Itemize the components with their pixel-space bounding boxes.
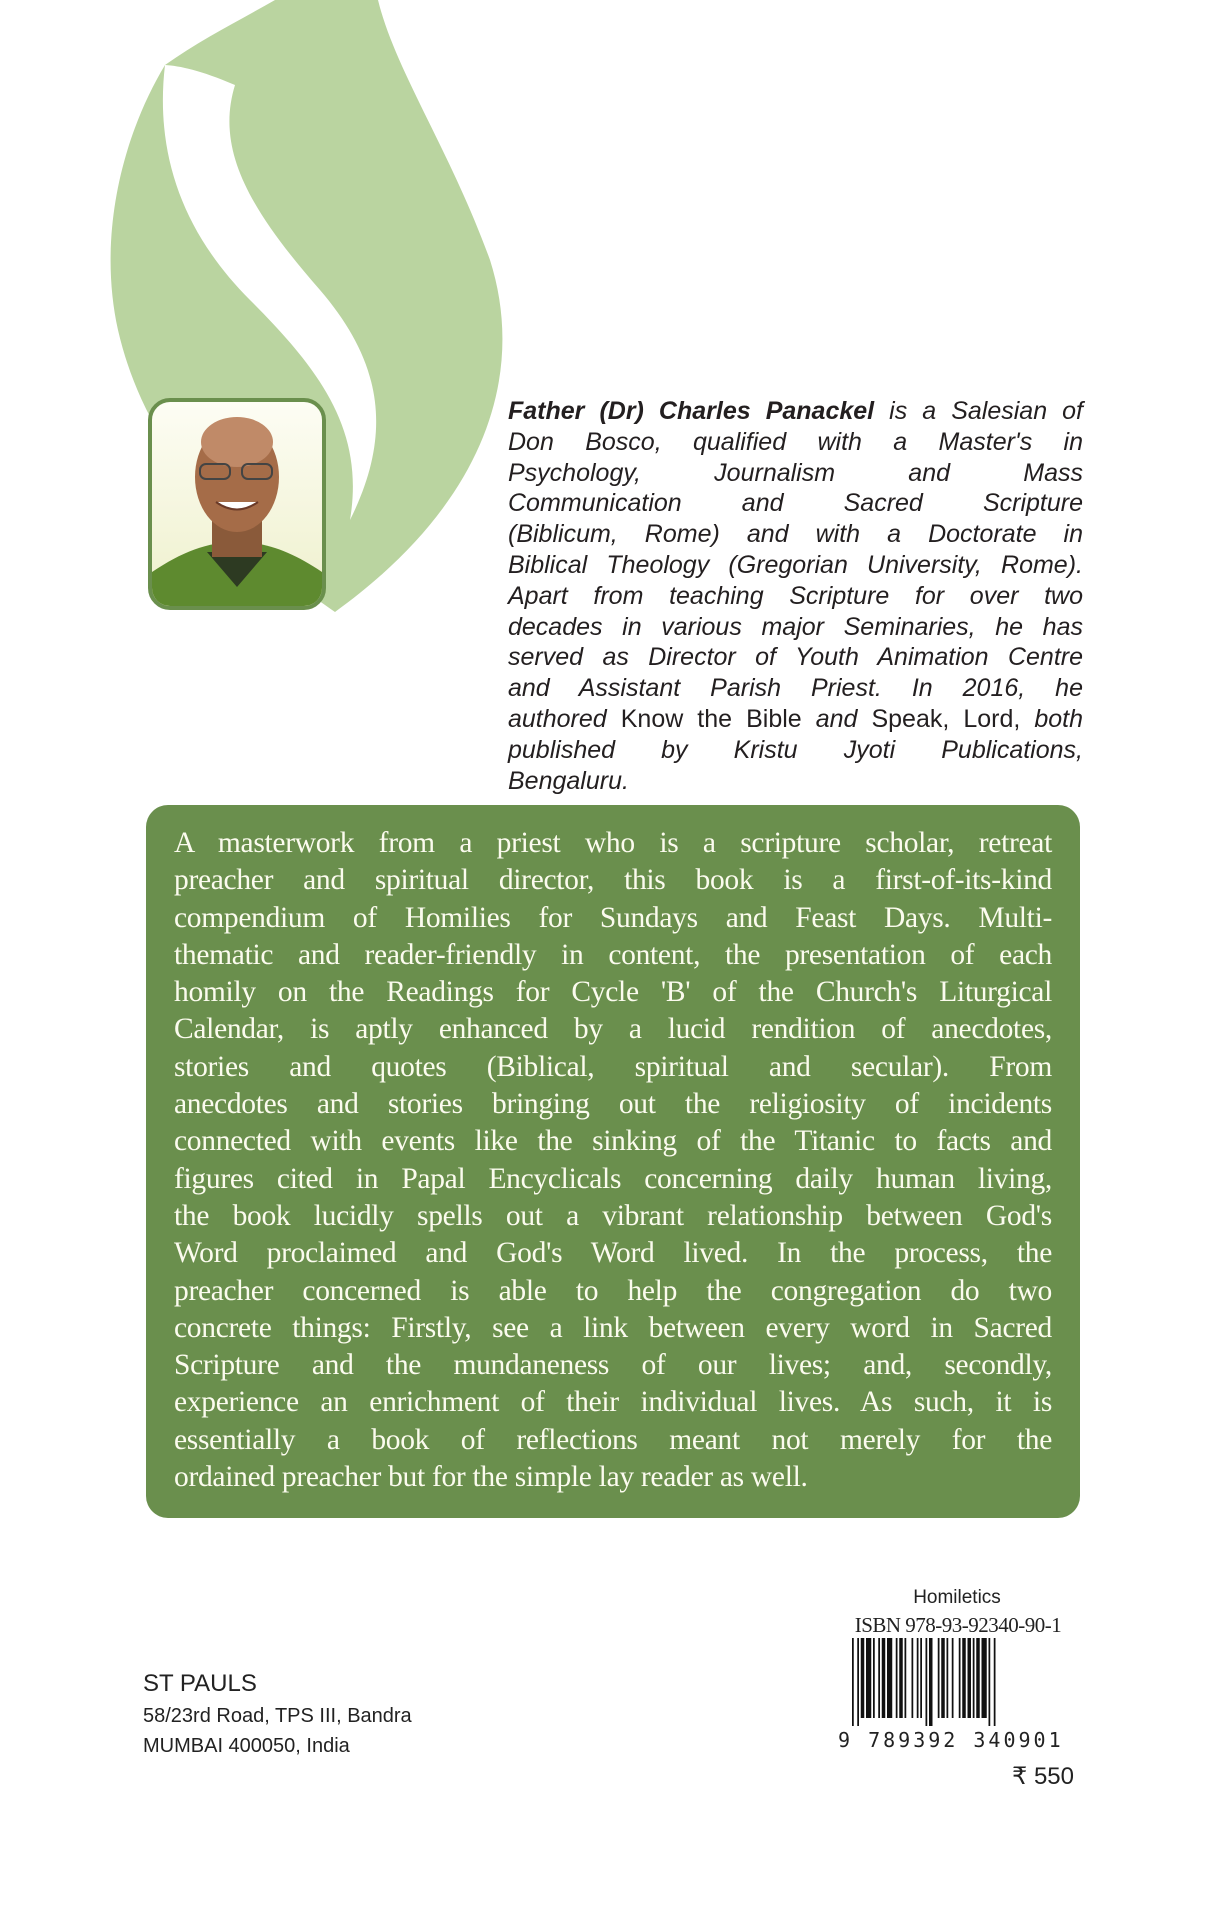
- description-line: figures cited in Papal Encyclicals concerning daily human living,: [174, 1162, 1052, 1195]
- bio-line: [508, 704, 1083, 735]
- description-line: homily on the Readings for Cycle 'B' of the Church's Liturgical: [174, 976, 1052, 1009]
- barcode-bar: [941, 1638, 945, 1718]
- bio-line: [508, 766, 1083, 797]
- isbn-label: ISBN 978-93-92340-90-1: [854, 1613, 1062, 1637]
- bio-text: Bengaluru.: [508, 766, 629, 795]
- bio-text: served as Director of Youth Animation Centre: [508, 643, 1083, 672]
- description-line: essentially a book of reflections meant not merely for the: [174, 1423, 1052, 1456]
- barcode-bar: [968, 1638, 972, 1718]
- bio-line: [508, 458, 1083, 489]
- description-line: Word proclaimed and God's Word lived. In the process, the: [174, 1237, 1052, 1270]
- publisher-name: ST PAULS: [143, 1670, 257, 1697]
- barcode: [852, 1638, 1074, 1728]
- bio-line: [508, 519, 1083, 550]
- barcode-bar: [912, 1638, 914, 1718]
- barcode-bar: [989, 1638, 991, 1726]
- barcode-bar: [852, 1638, 854, 1726]
- bio-line: [508, 550, 1083, 581]
- bio-text: decades in various major Seminaries, he has: [508, 612, 1083, 641]
- bio-text: published by Kristu Jyoti Publications,: [508, 735, 1083, 764]
- barcode-bar: [878, 1638, 880, 1718]
- genre-label: Homiletics: [913, 1587, 1001, 1608]
- barcode-bar: [920, 1638, 922, 1718]
- description-line: connected with events like the sinking of the Titanic to facts and: [174, 1125, 1052, 1158]
- author-name: Father (Dr) Charles Panackel: [508, 397, 875, 425]
- barcode-bar: [938, 1638, 940, 1718]
- bio-text: (Biblicum, Rome) and with a Doctorate in: [508, 520, 1083, 549]
- description-line: concrete things: Firstly, see a link between every word in Sacred: [174, 1311, 1052, 1344]
- description-line: ordained preacher but for the simple lay reader as well.: [174, 1461, 808, 1494]
- barcode-bar: [866, 1638, 871, 1718]
- description-line: compendium of Homilies for Sundays and Feast Days. Multi-: [174, 901, 1052, 934]
- description-line: stories and quotes (Biblical, spiritual and secular). From: [174, 1050, 1052, 1083]
- description-line: A masterwork from a priest who is a scripture scholar, retreat: [174, 827, 1052, 859]
- bio-text: Apart from teaching Scripture for over two: [508, 581, 1083, 610]
- bio-text: and Assistant Parish Priest. In 2016, he: [508, 674, 1083, 703]
- barcode-bar: [887, 1638, 892, 1718]
- description-line: Calendar, is aptly enhanced by a lucid rendition of anecdotes,: [174, 1013, 1052, 1046]
- author-photo: [148, 398, 326, 610]
- bio-line: [508, 673, 1083, 704]
- description-line: the book lucidly spells out a vibrant relationship between God's: [174, 1199, 1052, 1232]
- barcode-bar: [926, 1638, 928, 1726]
- barcode-bar: [905, 1638, 907, 1718]
- bio-text: and: [801, 704, 872, 733]
- barcode-bar: [962, 1638, 966, 1718]
- bio-text: Know the Bible: [620, 704, 802, 733]
- bio-text: Communication and Sacred Scripture: [508, 489, 1083, 518]
- bio-line: [508, 642, 1083, 673]
- barcode-bar: [861, 1638, 865, 1718]
- barcode-bar: [857, 1638, 859, 1726]
- description-line: Scripture and the mundaneness of our lives; and, secondly,: [174, 1349, 1052, 1382]
- bio-text: is a Salesian of: [874, 397, 1084, 425]
- barcode-bar: [873, 1638, 875, 1718]
- publisher-block: [143, 1667, 412, 1761]
- barcode-bar: [976, 1638, 980, 1718]
- bio-line: [508, 581, 1083, 612]
- bio-text: Don Bosco, qualified with a Master's in: [508, 427, 1083, 456]
- barcode-bar: [947, 1638, 949, 1718]
- description-line: thematic and reader-friendly in content, the presentation of each: [174, 938, 1052, 971]
- description-line: anecdotes and stories bringing out the religiosity of incidents: [174, 1088, 1052, 1121]
- barcode-bar: [994, 1638, 996, 1726]
- bio-text: Biblical Theology (Gregorian University, Rome).: [508, 550, 1083, 579]
- barcode-bar: [952, 1638, 954, 1718]
- description-line: experience an enrichment of their individual lives. As such, it is: [174, 1386, 1052, 1419]
- book-description-box: [146, 805, 1080, 1518]
- bio-text: both: [1020, 704, 1084, 733]
- bio-line: [508, 488, 1083, 519]
- barcode-bar: [982, 1638, 987, 1718]
- bio-text: Speak, Lord,: [871, 704, 1021, 733]
- description-line: preacher concerned is able to help the congregation do two: [174, 1274, 1052, 1307]
- barcode-bar: [882, 1638, 886, 1718]
- barcode-bar: [959, 1638, 961, 1718]
- barcode-bar: [973, 1638, 975, 1718]
- barcode-bar: [917, 1638, 919, 1718]
- bio-line: [508, 427, 1083, 458]
- bio-line: [508, 735, 1083, 766]
- publisher-address-line1: 58/23rd Road, TPS III, Bandra: [143, 1705, 412, 1727]
- bio-text: Psychology, Journalism and Mass: [508, 458, 1083, 487]
- barcode-bar: [899, 1638, 903, 1718]
- description-line: preacher and spiritual director, this book is a first-of-its-kind: [174, 864, 1052, 897]
- price: ₹ 550: [1012, 1763, 1074, 1790]
- bio-text: authored: [508, 704, 621, 733]
- author-bio: [508, 396, 1083, 796]
- publisher-address-line2: MUMBAI 400050, India: [143, 1735, 350, 1757]
- bio-line: [508, 396, 1083, 427]
- barcode-digits: 9 789392 340901: [838, 1728, 1064, 1752]
- barcode-bar: [896, 1638, 898, 1718]
- bio-line: [508, 612, 1083, 643]
- barcode-bar: [929, 1638, 933, 1726]
